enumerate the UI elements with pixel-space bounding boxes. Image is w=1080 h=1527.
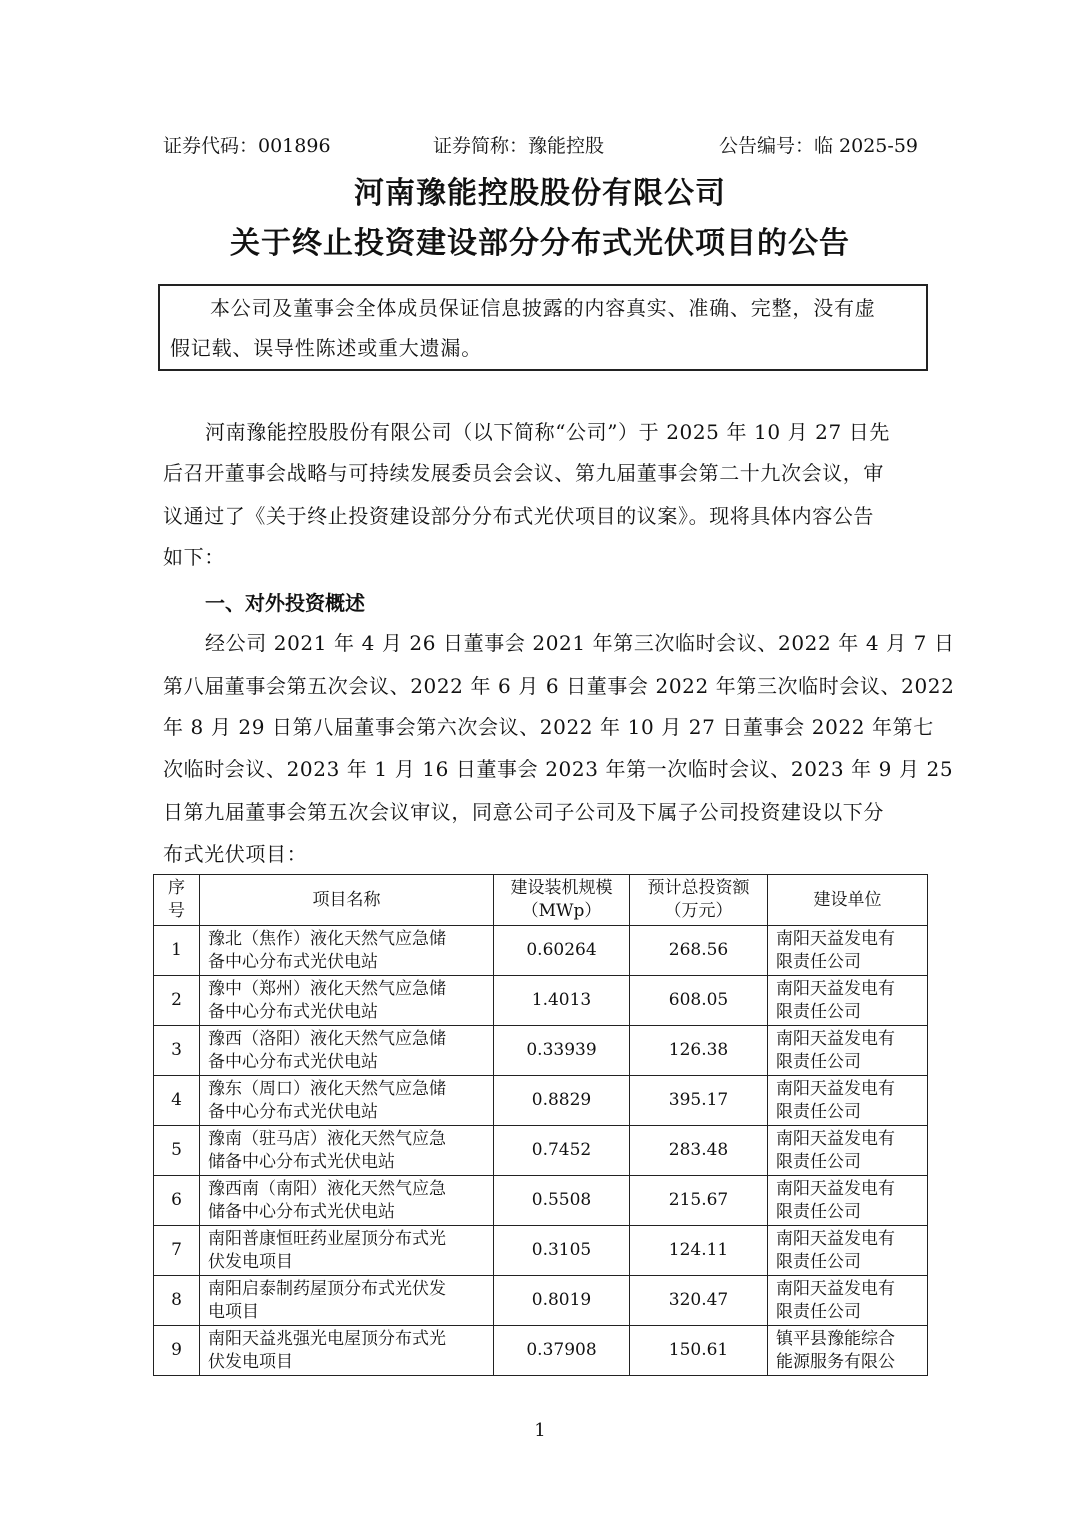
cell-unit: 南阳天益发电有 限责任公司 bbox=[768, 1126, 928, 1176]
section-paragraph-line-1: 经公司 2021 年 4 月 26 日董事会 2021 年第三次临时会议、2022 年 4 月 7 日 bbox=[205, 631, 955, 655]
cell-capacity: 0.7452 bbox=[494, 1126, 630, 1176]
cell-investment: 268.56 bbox=[630, 926, 768, 976]
cell-project-name: 南阳天益兆强光电屋顶分布式光 伏发电项目 bbox=[200, 1326, 494, 1376]
title-subject: 关于终止投资建设部分分布式光伏项目的公告 bbox=[230, 226, 850, 261]
cell-capacity: 0.33939 bbox=[494, 1026, 630, 1076]
table-row bbox=[154, 926, 928, 976]
table-row bbox=[154, 1326, 928, 1376]
projects-table bbox=[153, 874, 928, 1376]
disclaimer-line-2: 假记载、误导性陈述或重大遗漏。 bbox=[170, 336, 482, 360]
cell-project-name: 豫西（洛阳）液化天然气应急储 备中心分布式光伏电站 bbox=[200, 1026, 494, 1076]
cell-unit: 南阳天益发电有 限责任公司 bbox=[768, 1226, 928, 1276]
table-row bbox=[154, 976, 928, 1026]
section-heading: 一、对外投资概述 bbox=[205, 591, 365, 615]
cell-capacity: 0.5508 bbox=[494, 1176, 630, 1226]
cell-unit: 镇平县豫能综合 能源服务有限公 bbox=[768, 1326, 928, 1376]
cell-project-name: 豫南（驻马店）液化天然气应急 储备中心分布式光伏电站 bbox=[200, 1126, 494, 1176]
cell-unit: 南阳天益发电有 限责任公司 bbox=[768, 1076, 928, 1126]
cell-project-name: 豫东（周口）液化天然气应急储 备中心分布式光伏电站 bbox=[200, 1076, 494, 1126]
section-paragraph-line-4: 次临时会议、2023 年 1 月 16 日董事会 2023 年第一次临时会议、2023 年 9 月 25 bbox=[163, 757, 954, 781]
header-capacity: 建设装机规模 （MWp） bbox=[494, 875, 630, 926]
cell-unit: 南阳天益发电有 限责任公司 bbox=[768, 1176, 928, 1226]
title-company: 河南豫能控股股份有限公司 bbox=[354, 176, 726, 211]
cell-capacity: 0.8019 bbox=[494, 1276, 630, 1326]
cell-serial: 5 bbox=[154, 1126, 200, 1176]
cell-serial: 2 bbox=[154, 976, 200, 1026]
cell-unit: 南阳天益发电有 限责任公司 bbox=[768, 976, 928, 1026]
cell-investment: 215.67 bbox=[630, 1176, 768, 1226]
page-number: 1 bbox=[534, 1420, 546, 1441]
cell-capacity: 0.3105 bbox=[494, 1226, 630, 1276]
intro-line-2: 后召开董事会战略与可持续发展委员会会议、第九届董事会第二十九次会议，审 bbox=[163, 461, 884, 485]
cell-unit: 南阳天益发电有 限责任公司 bbox=[768, 1276, 928, 1326]
cell-capacity: 0.8829 bbox=[494, 1076, 630, 1126]
cell-investment: 150.61 bbox=[630, 1326, 768, 1376]
intro-line-1: 河南豫能控股股份有限公司（以下简称“公司”）于 2025 年 10 月 27 日先 bbox=[205, 420, 890, 444]
cell-unit: 南阳天益发电有 限责任公司 bbox=[768, 1026, 928, 1076]
header-investment: 预计总投资额 （万元） bbox=[630, 875, 768, 926]
table-row bbox=[154, 1226, 928, 1276]
header-project-name: 项目名称 bbox=[200, 875, 494, 926]
cell-serial: 9 bbox=[154, 1326, 200, 1376]
cell-project-name: 豫西南（南阳）液化天然气应急 储备中心分布式光伏电站 bbox=[200, 1176, 494, 1226]
cell-investment: 124.11 bbox=[630, 1226, 768, 1276]
cell-investment: 395.17 bbox=[630, 1076, 768, 1126]
notice-number: 公告编号：临 2025-59 bbox=[719, 135, 918, 157]
document-header bbox=[163, 130, 918, 162]
table-header-row bbox=[154, 875, 928, 926]
cell-investment: 126.38 bbox=[630, 1026, 768, 1076]
cell-investment: 320.47 bbox=[630, 1276, 768, 1326]
cell-investment: 283.48 bbox=[630, 1126, 768, 1176]
cell-project-name: 豫北（焦作）液化天然气应急储 备中心分布式光伏电站 bbox=[200, 926, 494, 976]
cell-serial: 4 bbox=[154, 1076, 200, 1126]
cell-capacity: 1.4013 bbox=[494, 976, 630, 1026]
cell-project-name: 豫中（郑州）液化天然气应急储 备中心分布式光伏电站 bbox=[200, 976, 494, 1026]
table-row bbox=[154, 1126, 928, 1176]
table-row bbox=[154, 1026, 928, 1076]
section-paragraph-line-2: 第八届董事会第五次会议、2022 年 6 月 6 日董事会 2022 年第三次临时会议、2022 bbox=[163, 674, 955, 698]
cell-unit: 南阳天益发电有 限责任公司 bbox=[768, 926, 928, 976]
cell-capacity: 0.60264 bbox=[494, 926, 630, 976]
stock-abbreviation: 证券简称：豫能控股 bbox=[433, 135, 605, 157]
intro-line-4: 如下： bbox=[163, 545, 225, 569]
cell-project-name: 南阳普康恒旺药业屋顶分布式光 伏发电项目 bbox=[200, 1226, 494, 1276]
header-serial: 序 号 bbox=[154, 875, 200, 926]
disclaimer-box bbox=[158, 284, 928, 371]
table-row bbox=[154, 1076, 928, 1126]
cell-serial: 8 bbox=[154, 1276, 200, 1326]
disclaimer-line-1: 本公司及董事会全体成员保证信息披露的内容真实、准确、完整，没有虚 bbox=[210, 296, 876, 320]
intro-line-3: 议通过了《关于终止投资建设部分分布式光伏项目的议案》。现将具体内容公告 bbox=[163, 504, 874, 528]
header-construction-unit: 建设单位 bbox=[768, 875, 928, 926]
stock-code: 证券代码：001896 bbox=[163, 135, 331, 157]
table-row bbox=[154, 1176, 928, 1226]
section-paragraph-line-3: 年 8 月 29 日第八届董事会第六次会议、2022 年 10 月 27 日董事会 2022 年第七 bbox=[163, 715, 934, 739]
cell-serial: 7 bbox=[154, 1226, 200, 1276]
cell-capacity: 0.37908 bbox=[494, 1326, 630, 1376]
section-paragraph-line-6: 布式光伏项目： bbox=[163, 842, 308, 866]
cell-serial: 6 bbox=[154, 1176, 200, 1226]
cell-serial: 1 bbox=[154, 926, 200, 976]
cell-serial: 3 bbox=[154, 1026, 200, 1076]
section-paragraph-line-5: 日第九届董事会第五次会议审议，同意公司子公司及下属子公司投资建设以下分 bbox=[163, 800, 884, 824]
cell-project-name: 南阳启泰制药屋顶分布式光伏发 电项目 bbox=[200, 1276, 494, 1326]
cell-investment: 608.05 bbox=[630, 976, 768, 1026]
table-row bbox=[154, 1276, 928, 1326]
